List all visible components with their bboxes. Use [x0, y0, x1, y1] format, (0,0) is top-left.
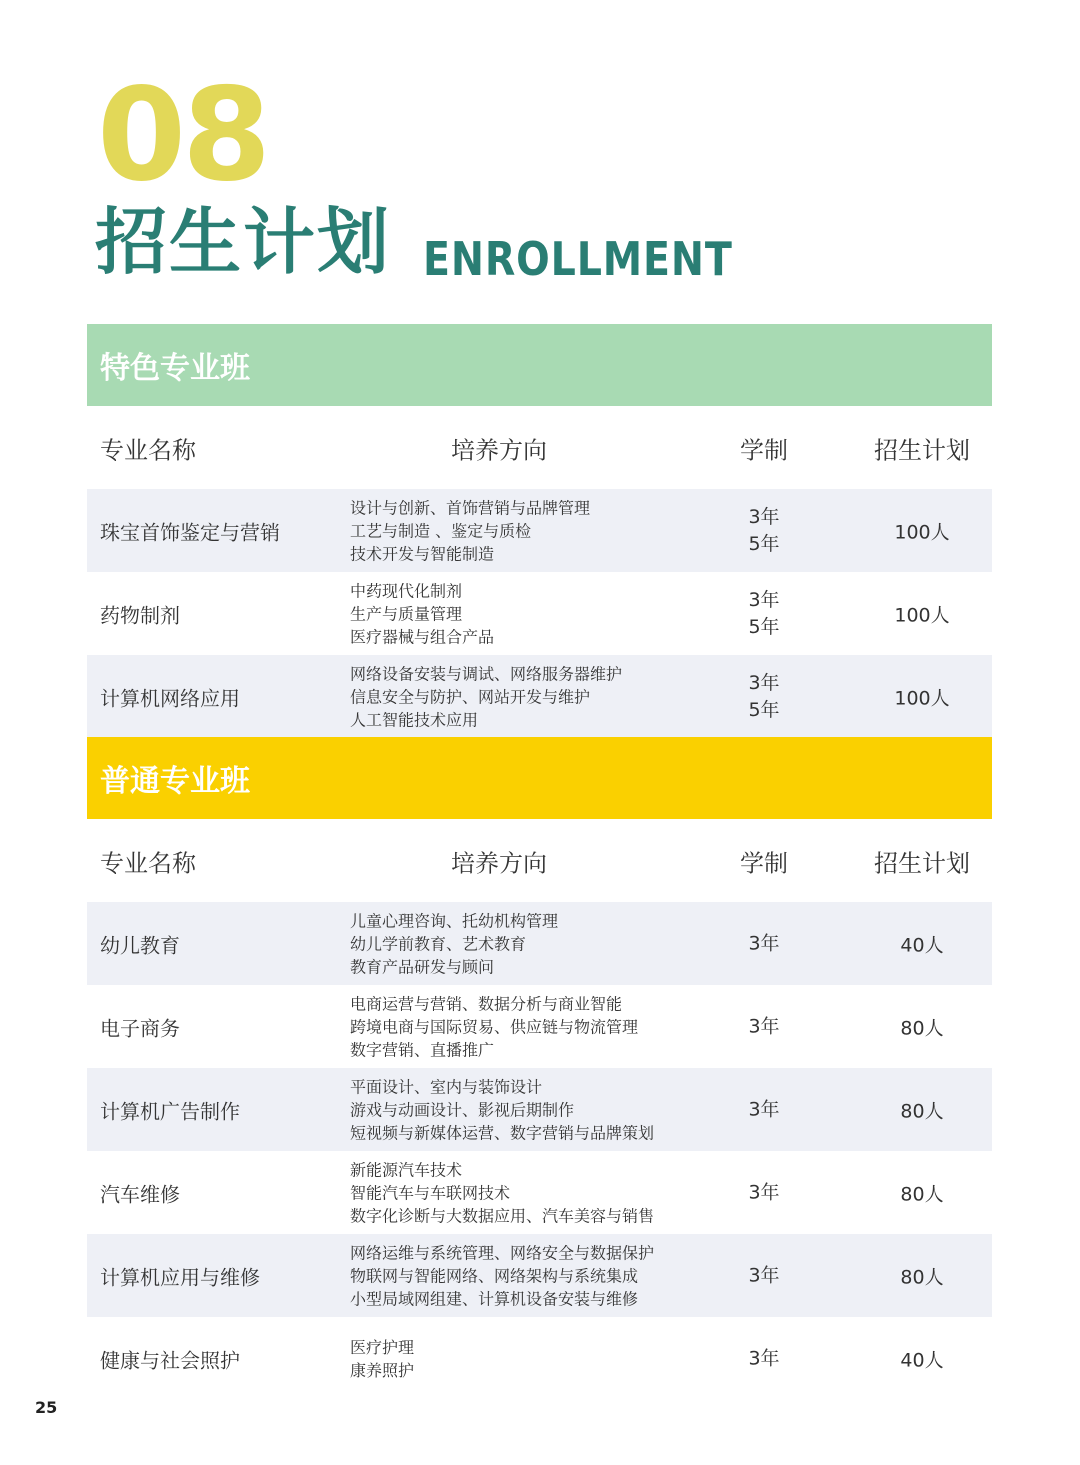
- column-header-duration: 学制: [740, 436, 788, 465]
- direction-line: 网络运维与系统管理、网络安全与数据保护: [350, 1243, 655, 1262]
- table-row: [87, 655, 992, 738]
- duration-value: 5年: [748, 615, 780, 638]
- table-header-featured: [87, 407, 992, 489]
- direction-line: 幼儿学前教育、艺术教育: [350, 934, 527, 953]
- major-name: 计算机网络应用: [100, 686, 240, 710]
- major-name: 计算机应用与维修: [100, 1265, 260, 1289]
- column-header-duration: 学制: [740, 849, 788, 878]
- column-header-name: 专业名称: [100, 436, 196, 465]
- study-duration: [748, 1096, 779, 1123]
- page-title-english: ENROLLMENT: [423, 232, 733, 286]
- study-duration: [748, 587, 779, 641]
- study-duration: [748, 670, 779, 724]
- training-directions: [350, 992, 638, 1061]
- duration-value: 3年: [748, 1015, 780, 1037]
- duration-value: 3年: [748, 1347, 780, 1369]
- training-directions: [350, 496, 590, 565]
- page-number: 25: [35, 1398, 58, 1417]
- direction-line: 小型局域网组建、计算机设备安装与维修: [350, 1289, 639, 1308]
- direction-line: 智能汽车与车联网技术: [350, 1183, 511, 1202]
- enrollment-count: 80人: [900, 1017, 944, 1039]
- duration-value: 3年: [748, 588, 780, 611]
- duration-value: 3年: [748, 1098, 780, 1120]
- duration-value: 3年: [748, 505, 780, 528]
- major-name: 电子商务: [100, 1016, 180, 1040]
- enrollment-count: 80人: [900, 1266, 944, 1288]
- column-header-plan: 招生计划: [874, 436, 970, 465]
- direction-line: 短视频与新媒体运营、数字营销与品牌策划: [350, 1123, 655, 1142]
- study-duration: [748, 1262, 779, 1289]
- direction-line: 工艺与制造 、鉴定与质检: [350, 521, 532, 540]
- training-directions: [350, 1336, 414, 1382]
- section-title: 特色专业班: [100, 351, 250, 386]
- duration-value: 3年: [748, 1264, 780, 1286]
- table-row: [87, 1317, 992, 1400]
- direction-line: 跨境电商与国际贸易、供应链与物流管理: [350, 1017, 639, 1036]
- training-directions: [350, 1158, 654, 1227]
- page-title: 招生计划: [95, 200, 392, 284]
- direction-line: 设计与创新、首饰营销与品牌管理: [350, 498, 591, 517]
- study-duration: [748, 1013, 779, 1040]
- direction-line: 平面设计、室内与装饰设计: [350, 1077, 543, 1096]
- direction-line: 网络设备安装与调试、网络服务器维护: [350, 664, 623, 683]
- study-duration: [748, 504, 779, 558]
- direction-line: 儿童心理咨询、托幼机构管理: [350, 911, 559, 930]
- enrollment-count: 100人: [894, 604, 950, 626]
- column-header-direction: 培养方向: [451, 436, 547, 465]
- direction-line: 康养照护: [350, 1360, 415, 1380]
- section-header-featured: [87, 324, 992, 406]
- direction-line: 中药现代化制剂: [350, 581, 463, 600]
- table-header-regular: [87, 820, 992, 902]
- direction-line: 物联网与智能网络、网络架构与系统集成: [350, 1266, 639, 1285]
- training-directions: [350, 662, 622, 731]
- training-directions: [350, 909, 558, 978]
- column-header-name: 专业名称: [100, 849, 196, 878]
- table-row: [87, 1068, 992, 1151]
- direction-line: 医疗器械与组合产品: [350, 627, 495, 646]
- enrollment-count: 100人: [894, 687, 950, 709]
- table-row: [87, 572, 992, 655]
- duration-value: 5年: [748, 698, 780, 721]
- enrollment-count: 40人: [900, 1349, 944, 1371]
- duration-value: 3年: [748, 932, 780, 954]
- chapter-number: 08: [97, 61, 268, 210]
- duration-value: 3年: [748, 1181, 780, 1203]
- direction-line: 人工智能技术应用: [350, 710, 479, 729]
- direction-line: 教育产品研发与顾问: [350, 957, 495, 976]
- table-row: [87, 489, 992, 572]
- column-header-direction: 培养方向: [451, 849, 547, 878]
- study-duration: [748, 1179, 779, 1206]
- direction-line: 电商运营与营销、数据分析与商业智能: [350, 994, 623, 1013]
- enrollment-count: 100人: [894, 521, 950, 543]
- table-body-regular: [87, 902, 992, 1400]
- direction-line: 医疗护理: [350, 1337, 415, 1357]
- major-name: 健康与社会照护: [100, 1348, 240, 1372]
- study-duration: [748, 930, 779, 957]
- major-name: 汽车维修: [100, 1182, 180, 1206]
- major-name: 幼儿教育: [100, 933, 180, 957]
- study-duration: [748, 1345, 779, 1372]
- training-directions: [350, 1241, 654, 1310]
- column-header-plan: 招生计划: [874, 849, 970, 878]
- section-header-regular: [87, 737, 992, 819]
- direction-line: 数字化诊断与大数据应用、汽车美容与销售: [350, 1206, 655, 1225]
- direction-line: 新能源汽车技术: [350, 1160, 463, 1179]
- duration-value: 5年: [748, 532, 780, 555]
- major-name: 药物制剂: [100, 603, 180, 627]
- major-name: 计算机广告制作: [100, 1099, 240, 1123]
- table-body-featured: [87, 489, 992, 738]
- direction-line: 信息安全与防护、网站开发与维护: [350, 687, 591, 706]
- section-title: 普通专业班: [100, 764, 250, 799]
- table-row: [87, 1151, 992, 1234]
- enrollment-count: 40人: [900, 934, 944, 956]
- duration-value: 3年: [748, 671, 780, 694]
- table-row: [87, 1234, 992, 1317]
- enrollment-count: 80人: [900, 1183, 944, 1205]
- direction-line: 游戏与动画设计、影视后期制作: [350, 1100, 575, 1119]
- training-directions: [350, 1075, 654, 1144]
- table-row: [87, 985, 992, 1068]
- enrollment-count: 80人: [900, 1100, 944, 1122]
- training-directions: [350, 579, 494, 648]
- direction-line: 数字营销、直播推广: [350, 1040, 495, 1059]
- table-row: [87, 902, 992, 985]
- major-name: 珠宝首饰鉴定与营销: [100, 520, 280, 544]
- direction-line: 技术开发与智能制造: [350, 544, 495, 563]
- direction-line: 生产与质量管理: [350, 604, 463, 623]
